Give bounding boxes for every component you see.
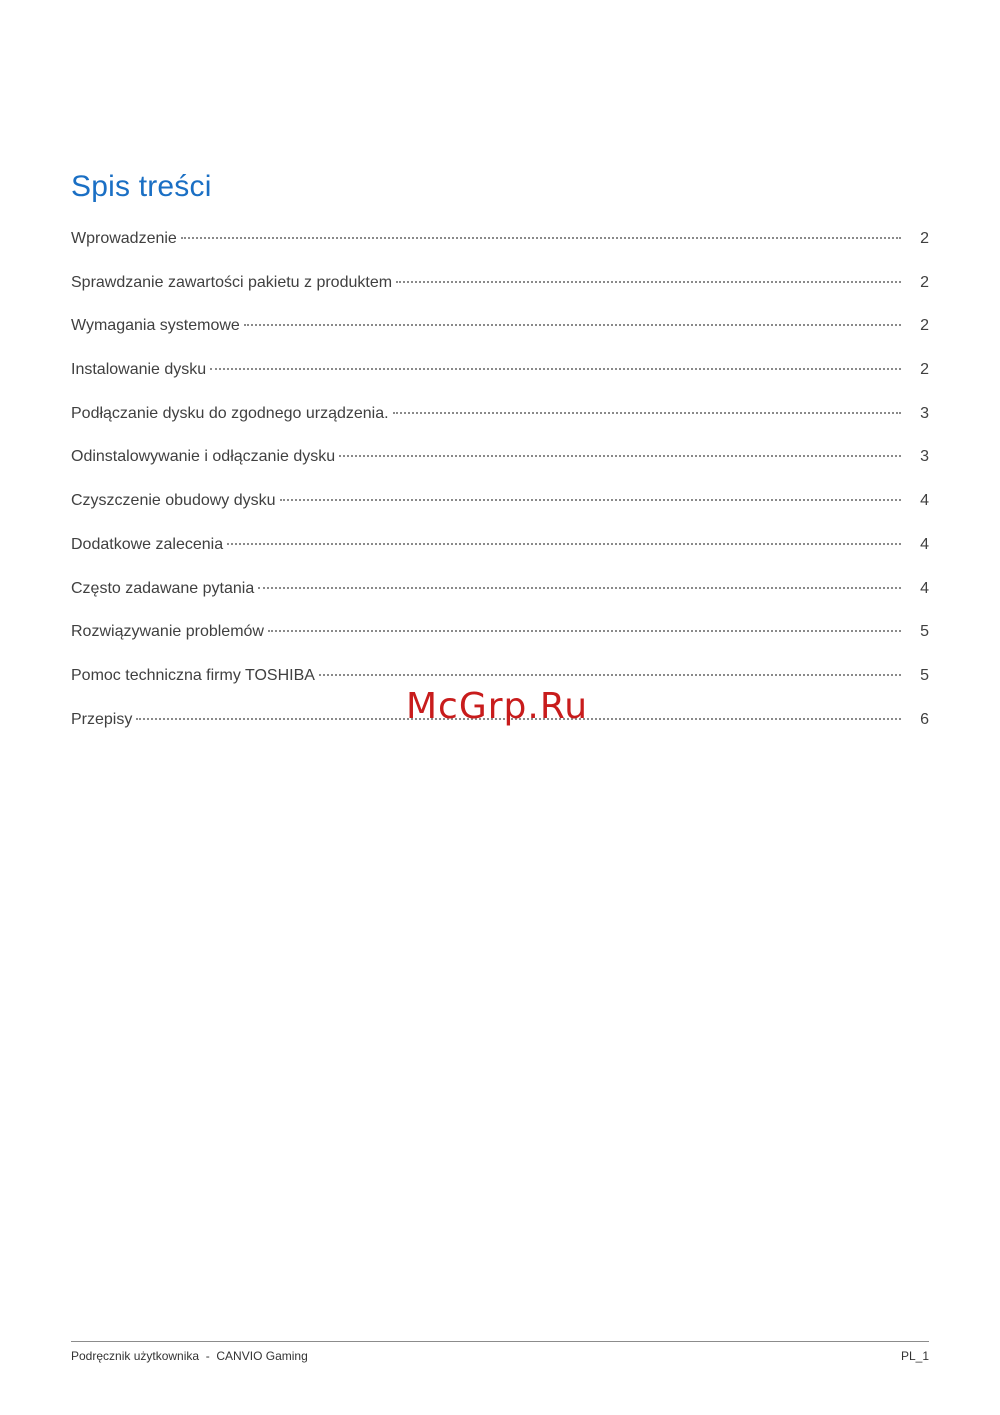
toc-entry-page: 4 xyxy=(920,492,929,510)
toc-entry-label: Dodatkowe zalecenia xyxy=(71,535,224,553)
toc-entry-page: 2 xyxy=(920,317,929,335)
toc-entry-wprowadzenie[interactable] xyxy=(71,225,929,269)
toc-entry-label: Sprawdzanie zawartości pakietu z produktem xyxy=(71,273,393,291)
toc-dot-leader xyxy=(181,237,901,239)
toc-entry-label: Podłączanie dysku do zgodnego urządzenia. xyxy=(71,404,389,422)
footer-document-title: Podręcznik użytkownika - CANVIO Gaming xyxy=(71,1349,308,1363)
toc-entry-page: 2 xyxy=(920,230,929,247)
toc-entry-dodatkowe-zalecenia[interactable] xyxy=(71,531,929,575)
toc-entry-czyszczenie-obudowy[interactable] xyxy=(71,487,929,531)
toc-entry-page: 2 xyxy=(920,273,929,291)
toc-entry-label: Pomoc techniczna firmy TOSHIBA xyxy=(71,666,315,684)
toc-entry-page: 3 xyxy=(920,448,929,466)
page-footer xyxy=(71,1349,929,1363)
toc-entry-podlaczanie-dysku[interactable] xyxy=(71,400,929,444)
toc-entry-wymagania-systemowe[interactable] xyxy=(71,312,929,356)
toc-entry-page: 5 xyxy=(920,623,929,641)
toc-entry-page: 5 xyxy=(920,666,929,684)
toc-entry-label: Odinstalowywanie i odłączanie dysku xyxy=(71,448,336,466)
toc-entry-label: Przepisy xyxy=(71,710,133,728)
footer-page-number: PL_1 xyxy=(900,1349,929,1363)
toc-entry-odinstalowywanie[interactable] xyxy=(71,443,929,487)
toc-dot-leader xyxy=(319,674,901,676)
toc-entry-instalowanie-dysku[interactable] xyxy=(71,356,929,400)
toc-dot-leader xyxy=(280,499,901,501)
toc-dot-leader xyxy=(258,587,901,589)
toc-entry-label: Wprowadzenie xyxy=(71,230,177,247)
toc-entry-page: 3 xyxy=(920,404,929,422)
toc-entry-label: Instalowanie dysku xyxy=(71,361,207,379)
toc-dot-leader xyxy=(396,281,901,283)
toc-entry-label: Rozwiązywanie problemów xyxy=(71,623,264,641)
toc-entry-sprawdzanie-zawartosci[interactable] xyxy=(71,269,929,313)
toc-dot-leader xyxy=(244,324,901,326)
toc-entry-page: 4 xyxy=(920,579,929,597)
toc-entry-rozwiazywanie-problemow[interactable] xyxy=(71,618,929,662)
table-of-contents xyxy=(71,225,929,749)
toc-entry-page: 4 xyxy=(920,535,929,553)
toc-dot-leader xyxy=(210,368,901,370)
footer-divider xyxy=(71,1341,929,1342)
toc-dot-leader xyxy=(339,455,901,457)
watermark: McGrp.Ru xyxy=(406,686,589,727)
toc-entry-page: 2 xyxy=(920,361,929,379)
toc-entry-label: Wymagania systemowe xyxy=(71,317,240,335)
toc-dot-leader xyxy=(393,412,901,414)
toc-dot-leader xyxy=(227,543,901,545)
toc-entry-czesto-zadawane-pytania[interactable] xyxy=(71,575,929,619)
toc-entry-page: 6 xyxy=(920,710,929,728)
toc-entry-label: Często zadawane pytania xyxy=(71,579,255,597)
toc-entry-label: Czyszczenie obudowy dysku xyxy=(71,492,276,510)
page-title: Spis treści xyxy=(71,170,212,203)
toc-dot-leader xyxy=(268,630,901,632)
